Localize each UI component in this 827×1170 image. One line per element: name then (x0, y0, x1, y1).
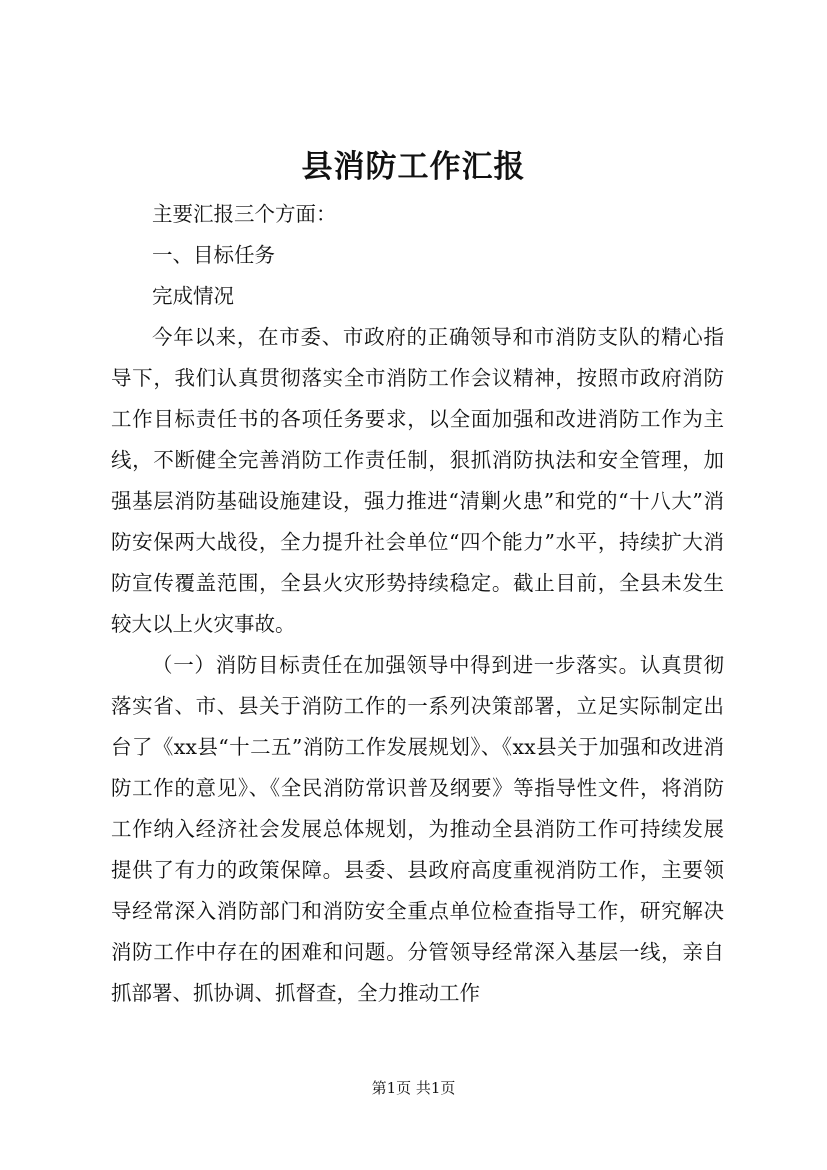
document-title: 县消防工作汇报 (301, 149, 526, 185)
section-heading: 一、目标任务 (152, 243, 275, 267)
paragraph-summary: 今年以来，在市委、市政府的正确领导和市消防支队的精心指导下，我们认真贯彻落实全市消防工作会议精神，按照市政府消防工作目标责任书的各项任务要求，以全面加强和改进消防工作为主线，不断健全完善消防工作责任制，狠抓消防执法和安全管理，加强基层消防基础设施建设，强力推进“清剿火患”和党的“十八大”消防安保两大战役，全力提升社会单位“四个能力”水平，持续扩大消防宣传覆盖范围，全县火灾形势持续稳定。截止目前，全县未发生较大以上火灾事故。 (111, 325, 724, 636)
document-body (111, 194, 724, 1014)
paragraph-item-1: （一）消防目标责任在加强领导中得到进一步落实。认真贯彻落实省、市、县关于消防工作的一系列决策部署，立足实际制定出台了《xx县“十二五”消防工作发展规划》、《xx县关于加强和改进消防工作的意见》、《全民消防常识普及纲要》等指导性文件，将消防工作纳入经济社会发展总体规划，为推动全县消防工作可持续发展提供了有力的政策保障。县委、县政府高度重视消防工作，主要领导经常深入消防部门和消防安全重点单位检查指导工作，研究解决消防工作中存在的困难和问题。分管领导经常深入基层一线，亲自抓部署、抓协调、抓督查，全力推动工作 (111, 653, 724, 1005)
page-footer: 第1页 共1页 (371, 1079, 456, 1097)
paragraph-intro: 主要汇报三个方面： (152, 202, 337, 226)
subsection-heading: 完成情况 (152, 284, 234, 308)
